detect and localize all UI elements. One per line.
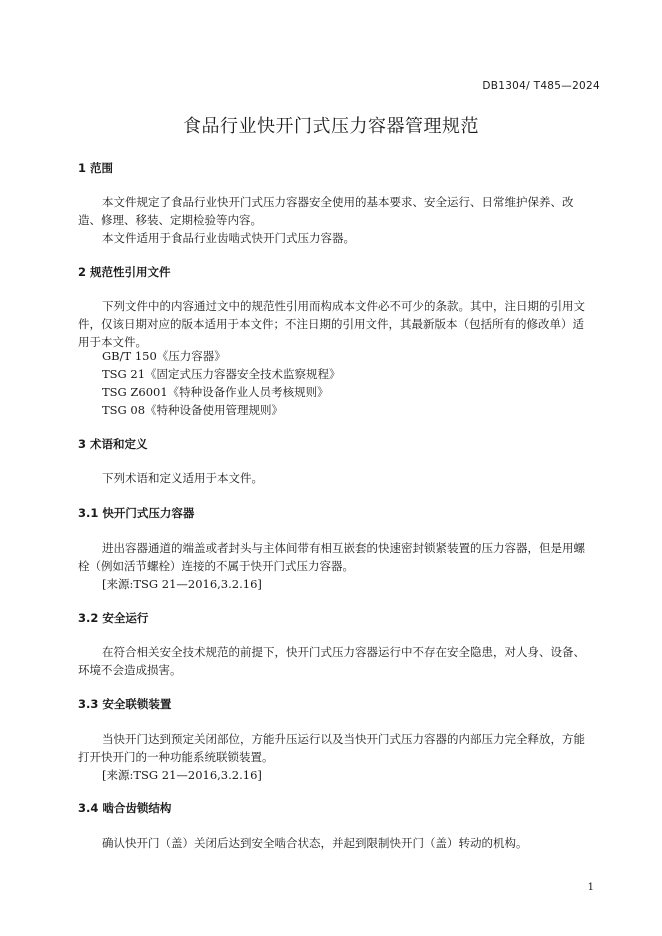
- term-source: [来源:TSG 21—2016,3.2.16]: [102, 768, 262, 782]
- term-definition-interlock-device: [78, 730, 594, 766]
- terms-paragraph: [78, 469, 594, 487]
- term-heading-interlock-device: 3.3 安全联锁装置: [78, 697, 172, 711]
- section-heading-scope: 1 范围: [78, 161, 114, 175]
- term-heading-gear-lock: 3.4 啮合齿锁结构: [78, 801, 172, 815]
- document-number: DB1304/ T485—2024: [482, 80, 600, 92]
- term-heading-safe-operation: 3.2 安全运行: [78, 611, 149, 625]
- reference-item: TSG 21《固定式压力容器安全技术监察规程》: [102, 367, 341, 381]
- term-definition-text: 确认快开门（盖）关闭后达到安全啮合状态，并起到限制快开门（盖）转动的机构。: [102, 836, 528, 850]
- term-source: [来源:TSG 21—2016,3.2.16]: [102, 577, 262, 591]
- page-number: 1: [587, 882, 594, 893]
- term-definition-text: 进出容器通道的端盖或者封头与主体间带有相互嵌套的快速密封锁紧装置的压力容器，但是用螺栓（例如活节螺栓）连接的不属于快开门式压力容器。: [78, 541, 585, 573]
- term-definition-safe-operation: [78, 643, 594, 679]
- scope-paragraph-1: [78, 193, 594, 229]
- term-definition-gear-lock: [78, 834, 594, 852]
- term-definition-text: 在符合相关安全技术规范的前提下，快开门式压力容器运行中不存在安全隐患，对人身、设备、环境不会造成损害。: [78, 645, 585, 677]
- reference-item: TSG Z6001《特种设备作业人员考核规则》: [102, 385, 329, 399]
- references-paragraph: [78, 297, 594, 351]
- scope-paragraph-2-text: 本文件适用于食品行业齿啮式快开门式压力容器。: [102, 231, 355, 245]
- scope-paragraph-1-text: 本文件规定了食品行业快开门式压力容器安全使用的基本要求、安全运行、日常维护保养、改造、修理、移装、定期检验等内容。: [78, 195, 574, 227]
- term-heading-quick-open-vessel: 3.1 快开门式压力容器: [78, 506, 195, 520]
- terms-paragraph-text: 下列术语和定义适用于本文件。: [102, 471, 263, 485]
- section-heading-references: 2 规范性引用文件: [78, 265, 171, 279]
- reference-item: TSG 08《特种设备使用管理规则》: [102, 403, 284, 417]
- scope-paragraph-2: [78, 229, 594, 247]
- term-definition-quick-open-vessel: [78, 539, 594, 575]
- document-title: 食品行业快开门式压力容器管理规范: [183, 116, 479, 137]
- references-paragraph-text: 下列文件中的内容通过文中的规范性引用而构成本文件必不可少的条款。其中，注日期的引用文件，仅该日期对应的版本适用于本文件；不注日期的引用文件，其最新版本（包括所有的修改单）适用于本文件。: [78, 299, 585, 349]
- reference-item: GB/T 150《压力容器》: [102, 349, 226, 363]
- section-heading-terms: 3 术语和定义: [78, 437, 148, 451]
- term-definition-text: 当快开门达到预定关闭部位，方能升压运行以及当快开门式压力容器的内部压力完全释放，方能打开快开门的一种功能系统联锁装置。: [78, 732, 585, 764]
